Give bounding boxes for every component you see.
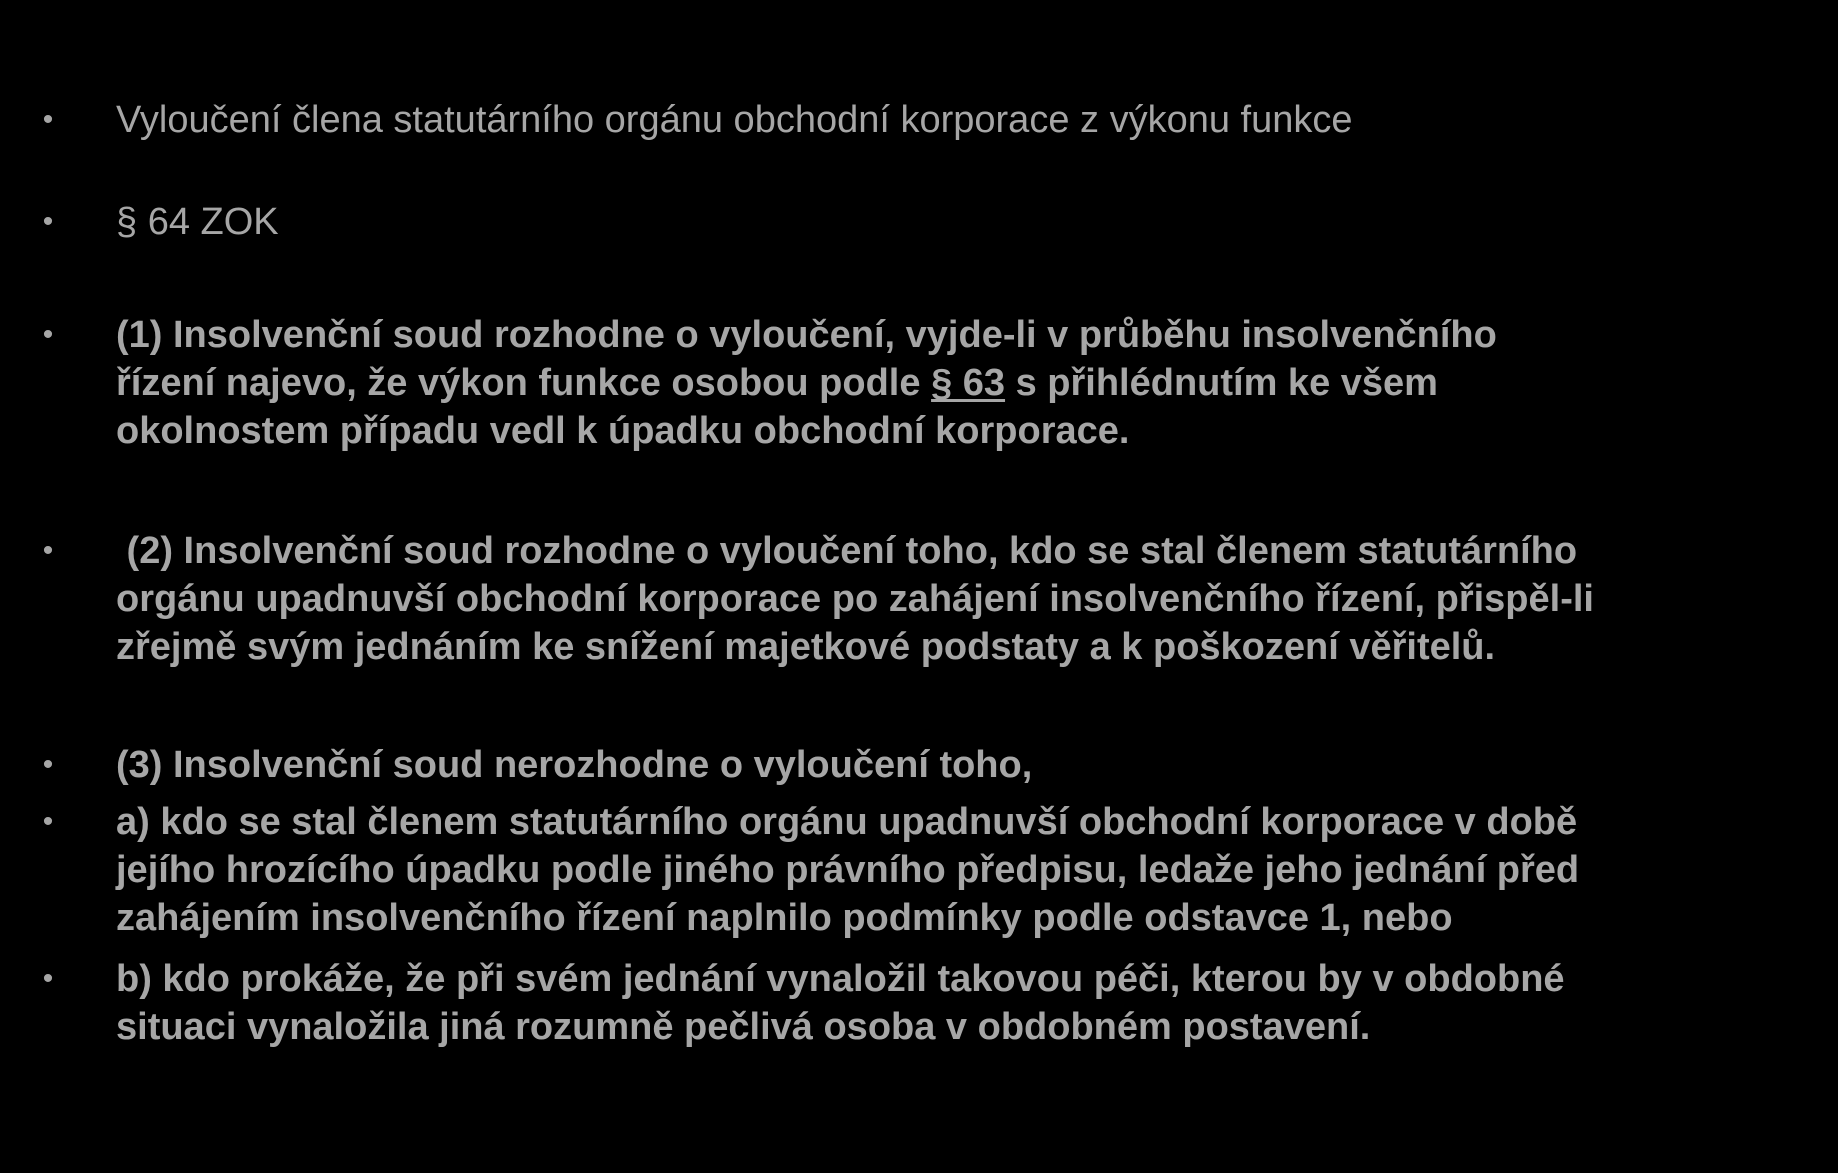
paragraph-3a-line-2: jejího hrozícího úpadku podle jiného právního předpisu, ledaže jeho jednání před (116, 849, 1580, 891)
section-text: § 64 ZOK (116, 201, 279, 243)
bullet-dot-icon: • (42, 805, 54, 838)
paragraph-2-line-3: zřejmě svým jednáním ke snížení majetkové podstaty a k poškození věřitelů. (116, 626, 1496, 668)
paragraph-3b-line-2: situaci vynaložila jiná rozumně pečlivá osoba v obdobném postavení. (116, 1006, 1371, 1048)
paragraph-1-line-1: (1) Insolvenční soud rozhodne o vyloučení, vyjde-li v průběhu insolvenčního (116, 314, 1497, 356)
bullet-dot-icon: • (42, 103, 54, 136)
bullet-item-paragraph-3 (42, 741, 1796, 789)
bullet-dot-icon: • (42, 748, 54, 781)
paragraph-3b-line-1: b) kdo prokáže, že při svém jednání vynaložil takovou péči, kterou by v obdobné (116, 958, 1565, 1000)
bullet-dot-icon: • (42, 962, 54, 995)
bullet-item-paragraph-1 (42, 311, 1796, 455)
bullet-item-paragraph-3a (42, 798, 1796, 942)
title-text: Vyloučení člena statutárního orgánu obchodní korporace z výkonu funkce (116, 99, 1353, 141)
section-63-link[interactable]: § 63 (931, 362, 1006, 404)
paragraph-3a-line-3: zahájením insolvenčního řízení naplnilo podmínky podle odstavce 1, nebo (116, 897, 1453, 939)
bullet-item-paragraph-2 (42, 527, 1796, 671)
paragraph-2-line-1: (2) Insolvenční soud rozhodne o vyloučení toho, kdo se stal členem statutárního (116, 530, 1578, 572)
paragraph-1-line-3: okolnostem případu vedl k úpadku obchodní korporace. (116, 410, 1130, 452)
paragraph-3-text: (3) Insolvenční soud nerozhodne o vyloučení toho, (116, 744, 1033, 786)
bullet-dot-icon: • (42, 534, 54, 567)
paragraph-1-line-2 (116, 359, 1796, 407)
bullet-dot-icon: • (42, 318, 54, 351)
paragraph-1-line-2-before: řízení najevo, že výkon funkce osobou podle (116, 362, 932, 404)
bullet-dot-icon: • (42, 205, 54, 238)
paragraph-1-line-2-after: s přihlédnutím ke všem (1005, 362, 1438, 404)
paragraph-2-line-2: orgánu upadnuvší obchodní korporace po zahájení insolvenčního řízení, přispěl-li (116, 578, 1594, 620)
bullet-item-title (42, 96, 1796, 144)
bullet-item-section (42, 198, 1796, 246)
bullet-item-paragraph-3b (42, 955, 1796, 1051)
paragraph-3a-line-1: a) kdo se stal členem statutárního orgánu upadnuvší obchodní korporace v době (116, 801, 1578, 843)
